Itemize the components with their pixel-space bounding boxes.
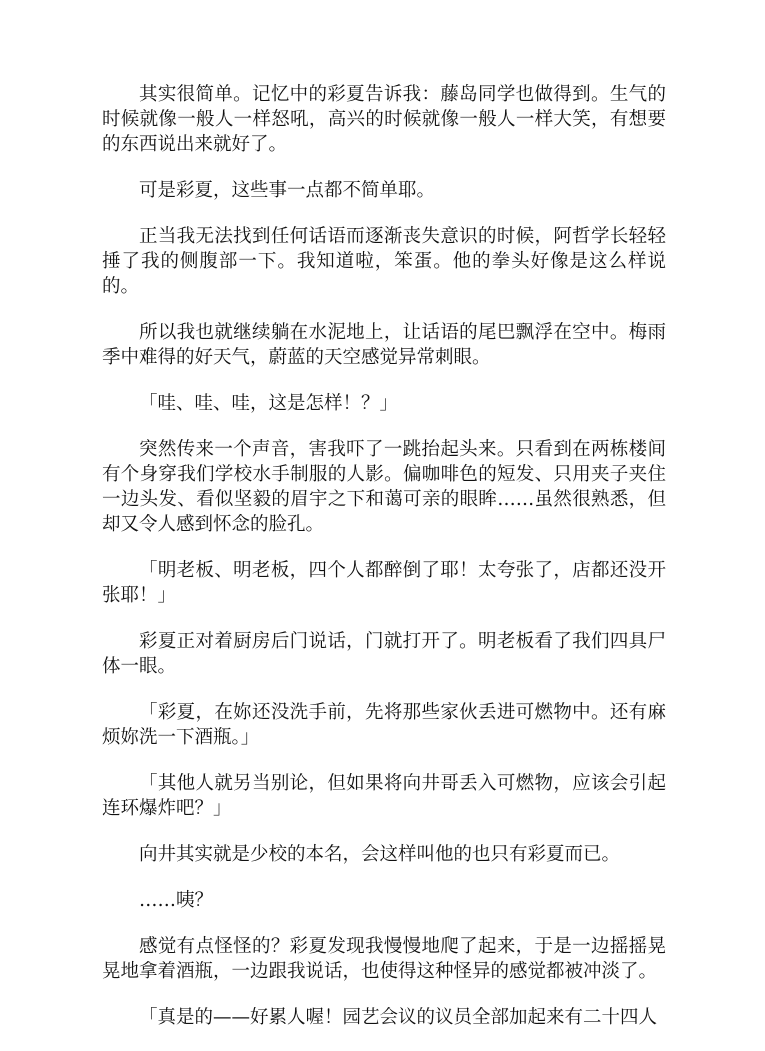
paragraph-5: 「哇、哇、哇，这是怎样！？」 xyxy=(139,393,399,414)
paragraph-2: 可是彩夏，这些事一点都不简单耶。 xyxy=(139,180,436,201)
page-text xyxy=(102,82,666,1051)
paragraph-9: 「彩夏，在妳还没洗手前，先将那些家伙丢进可燃物中。还有麻烦妳洗一下酒瓶。」 xyxy=(102,702,666,748)
paragraph-12: ……咦？ xyxy=(139,890,214,911)
paragraph-8: 彩夏正对着厨房后门说话，门就打开了。明老板看了我们四具尸体一眼。 xyxy=(102,631,666,677)
paragraph-4: 所以我也就继续躺在水泥地上，让话语的尾巴飘浮在空中。梅雨季中难得的好天气，蔚蓝的天空感觉异常刺眼。 xyxy=(102,322,666,368)
paragraph-6: 突然传来一个声音，害我吓了一跳抬起头来。只看到在两栋楼间有个身穿我们学校水手制服的人影。偏咖啡色的短发、只用夹子夹住一边头发、看似坚毅的眉宇之下和蔼可亲的眼眸……虽然很熟悉，但却又令人感到怀念的脸孔。 xyxy=(102,439,666,535)
paragraph-11: 向井其实就是少校的本名，会这样叫他的也只有彩夏而已。 xyxy=(139,844,621,865)
paragraph-13: 感觉有点怪怪的？彩夏发现我慢慢地爬了起来，于是一边摇摇晃晃地拿着酒瓶，一边跟我说话，也使得这种怪异的感觉都被冲淡了。 xyxy=(102,936,666,982)
paragraph-7: 「明老板、明老板，四个人都醉倒了耶！太夸张了，店都还没开张耶！」 xyxy=(102,560,666,606)
paragraph-14: 「真是的——好累人喔！园艺会议的议员全部加起来有二十四人 xyxy=(139,1007,658,1028)
paragraph-1: 其实很简单。记忆中的彩夏告诉我：藤岛同学也做得到。生气的时候就像一般人一样怒吼，高兴的时候就像一般人一样大笑，有想要的东西说出来就好了。 xyxy=(102,84,666,155)
paragraph-3: 正当我无法找到任何话语而逐渐丧失意识的时候，阿哲学长轻轻捶了我的侧腹部一下。我知道啦，笨蛋。他的拳头好像是这么样说的。 xyxy=(102,226,666,297)
paragraph-10: 「其他人就另当别论，但如果将向井哥丢入可燃物，应该会引起连环爆炸吧？」 xyxy=(102,773,666,819)
